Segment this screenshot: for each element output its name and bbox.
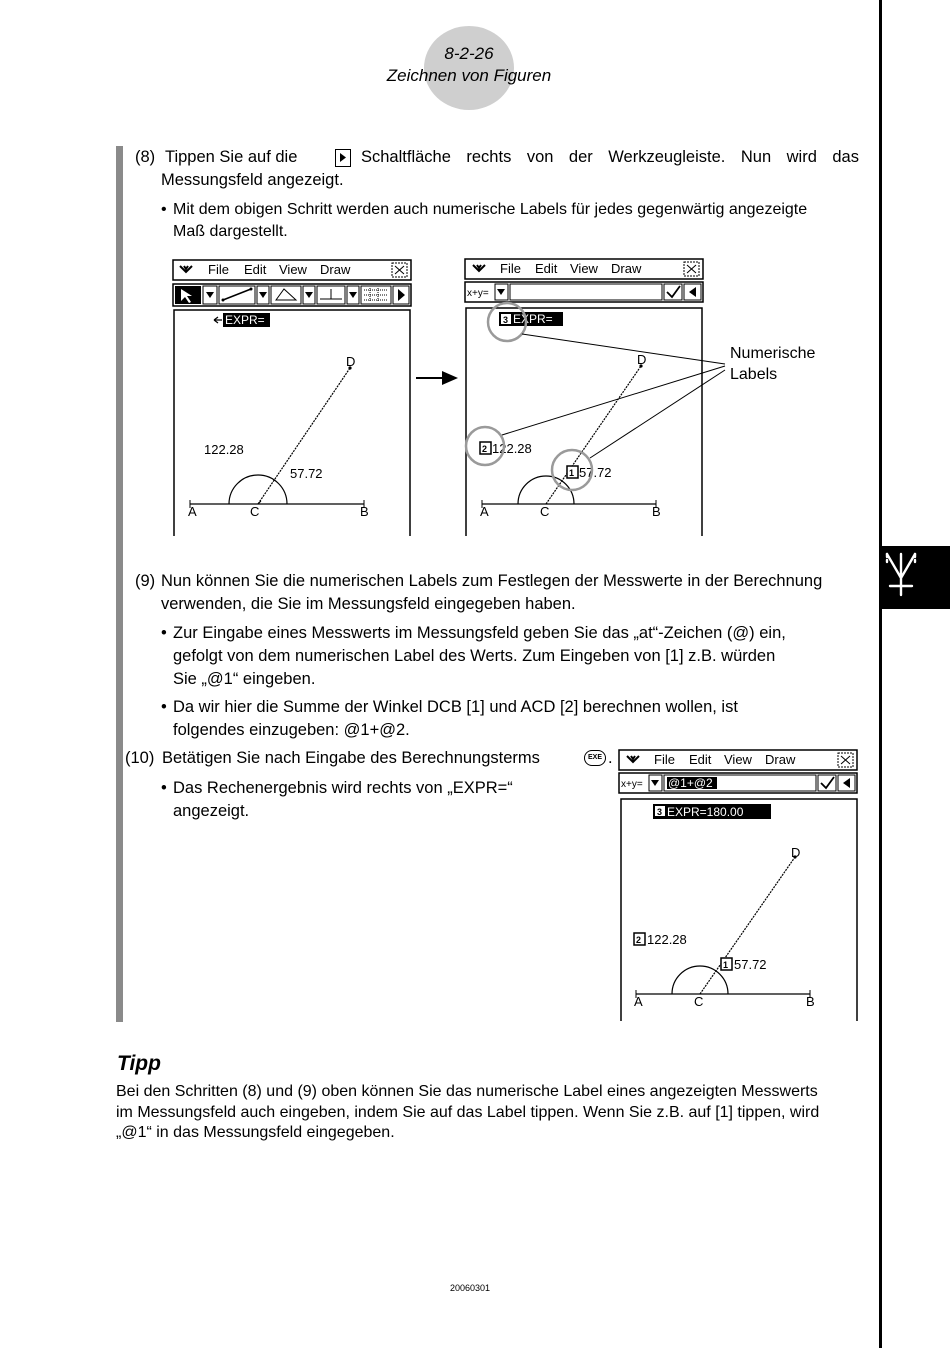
step-8-text-b: Schaltfläche rechts von der Werkzeugleiste. Nun wird das bbox=[361, 148, 859, 166]
menu-view: View bbox=[279, 262, 307, 277]
step-9-bullet1-line1: Zur Eingabe eines Messwerts im Messungsfeld geben Sie das „at“-Zeichen (@) ein, bbox=[173, 624, 786, 642]
svg-text:B: B bbox=[652, 504, 661, 519]
step-9-line1: Nun können Sie die numerischen Labels zum Festlegen der Messwerte in der Berechnung bbox=[161, 572, 823, 590]
tipp-line1: Bei den Schritten (8) und (9) oben können Sie das numerische Label eines angezeigten Messwerts bbox=[116, 1083, 818, 1100]
calculator-screen-before bbox=[172, 258, 412, 538]
tipp-line2: im Messungsfeld auch eingeben, indem Sie auf das Label tippen. Wenn Sie z.B. auf [1] tippen, wird bbox=[116, 1103, 820, 1121]
svg-text:Draw: Draw bbox=[611, 261, 642, 276]
svg-text:57.72: 57.72 bbox=[579, 465, 612, 480]
callout-line1: Numerische bbox=[730, 345, 816, 362]
svg-text:1: 1 bbox=[569, 468, 575, 478]
footer-code: 20060301 bbox=[449, 1283, 491, 1293]
menu-draw: Draw bbox=[320, 262, 351, 277]
chapter-tab bbox=[880, 546, 950, 609]
svg-text:C: C bbox=[540, 504, 550, 519]
toolbar-arrow-button-icon bbox=[335, 149, 351, 167]
step-10-line1: Betätigen Sie nach Eingabe des Berechnungsterms bbox=[162, 749, 540, 767]
menu-edit: Edit bbox=[244, 262, 267, 277]
callout-lines bbox=[500, 320, 740, 500]
svg-text:C: C bbox=[250, 504, 260, 519]
step-8-marker: (8) bbox=[135, 148, 156, 166]
exe-key-icon: EXE bbox=[584, 750, 606, 766]
svg-text:2: 2 bbox=[636, 935, 642, 945]
svg-text:3: 3 bbox=[503, 315, 509, 325]
menu-file: File bbox=[208, 262, 229, 277]
checkbox-icon bbox=[818, 775, 836, 791]
bullet-dot: • bbox=[161, 698, 167, 716]
svg-text:1: 1 bbox=[723, 960, 729, 970]
svg-text:57.72: 57.72 bbox=[290, 466, 323, 481]
svg-text:122.28: 122.28 bbox=[204, 442, 244, 457]
svg-text:x+y=: x+y= bbox=[467, 288, 489, 299]
svg-text:B: B bbox=[806, 994, 815, 1009]
svg-text:D: D bbox=[637, 352, 647, 367]
step-8-bullet-line2: Maß dargestellt. bbox=[173, 223, 288, 240]
tipp-line3: „@1“ in das Messungsfeld eingegeben. bbox=[116, 1124, 395, 1141]
svg-text:View: View bbox=[724, 752, 752, 767]
svg-text:2: 2 bbox=[482, 444, 488, 454]
step-9-bullet1-line2: gefolgt von dem numerischen Label des Werts. Zum Eingeben von [1] z.B. würden bbox=[173, 647, 776, 665]
svg-text:D: D bbox=[346, 354, 356, 369]
svg-text:File: File bbox=[654, 752, 675, 767]
svg-text:57.72: 57.72 bbox=[734, 957, 767, 972]
svg-text:EXPR=: EXPR= bbox=[513, 312, 553, 326]
svg-text:122.28: 122.28 bbox=[492, 441, 532, 456]
transition-arrow-icon bbox=[414, 368, 460, 388]
step-9-bullet2-line2: folgendes einzugeben: @1+@2. bbox=[173, 721, 410, 739]
step-9-marker: (9) bbox=[135, 572, 156, 590]
tipp-heading: Tipp bbox=[117, 1052, 161, 1075]
tipp-body bbox=[116, 1082, 862, 1144]
step-9-bullet2-line1: Da wir hier die Summe der Winkel DCB [1] und ACD [2] berechnen wollen, ist bbox=[173, 698, 738, 716]
section-title: Zeichnen von Figuren bbox=[386, 66, 552, 85]
geometry-chapter-icon bbox=[880, 546, 950, 609]
entered-expression: @1+@2 bbox=[668, 776, 713, 790]
step-9-line2: verwenden, die Sie im Messungsfeld eingegeben haben. bbox=[161, 595, 576, 613]
svg-text:3: 3 bbox=[657, 807, 663, 817]
left-arrow-icon bbox=[684, 284, 701, 300]
callout-line2: Labels bbox=[730, 366, 778, 383]
svg-text:D: D bbox=[791, 845, 801, 860]
perpendicular-tool-icon bbox=[317, 286, 345, 304]
triangle-tool-icon bbox=[271, 286, 301, 304]
svg-text:B: B bbox=[360, 504, 369, 519]
svg-text:122.28: 122.28 bbox=[647, 932, 687, 947]
svg-text:A: A bbox=[480, 504, 489, 519]
left-arrow-icon bbox=[838, 775, 855, 791]
svg-text:EXPR=: EXPR= bbox=[225, 313, 265, 327]
expr-result: EXPR=180.00 bbox=[667, 805, 744, 819]
margin-rule bbox=[879, 0, 882, 1348]
svg-text:Edit: Edit bbox=[535, 261, 558, 276]
step-8-bullet-line1: Mit dem obigen Schritt werden auch numerische Labels für jedes gegenwärtig angezeigte bbox=[173, 201, 808, 218]
step-9-bullet1-line3: Sie „@1“ eingeben. bbox=[173, 670, 316, 688]
step-8-text-a: Tippen Sie auf die bbox=[165, 148, 298, 166]
calculator-screen-result bbox=[618, 749, 860, 1023]
grid-tool-icon bbox=[361, 286, 391, 304]
svg-text:A: A bbox=[634, 994, 643, 1009]
step-10-period: . bbox=[608, 749, 613, 767]
svg-text:File: File bbox=[500, 261, 521, 276]
checkbox-icon bbox=[664, 284, 682, 300]
svg-text:View: View bbox=[570, 261, 598, 276]
page-number: 8-2-26 bbox=[444, 44, 494, 63]
bullet-dot: • bbox=[161, 201, 167, 218]
step-10-marker: (10) bbox=[125, 749, 155, 767]
line-tool-icon bbox=[219, 286, 255, 304]
svg-text:Draw: Draw bbox=[765, 752, 796, 767]
step-10-bullet-line2: angezeigt. bbox=[173, 802, 250, 820]
bullet-dot: • bbox=[161, 779, 167, 797]
step-sidebar-bar bbox=[116, 146, 123, 1022]
step-10-bullet-line1: Das Rechenergebnis wird rechts von „EXPR=“ bbox=[173, 779, 513, 797]
svg-text:Edit: Edit bbox=[689, 752, 712, 767]
svg-text:C: C bbox=[694, 994, 704, 1009]
svg-text:x+y=: x+y= bbox=[621, 779, 643, 790]
svg-text:A: A bbox=[188, 504, 197, 519]
toolbar-right-arrow-icon bbox=[393, 286, 409, 304]
bullet-dot: • bbox=[161, 624, 167, 642]
step-8-text-c: Messungsfeld angezeigt. bbox=[161, 171, 344, 189]
